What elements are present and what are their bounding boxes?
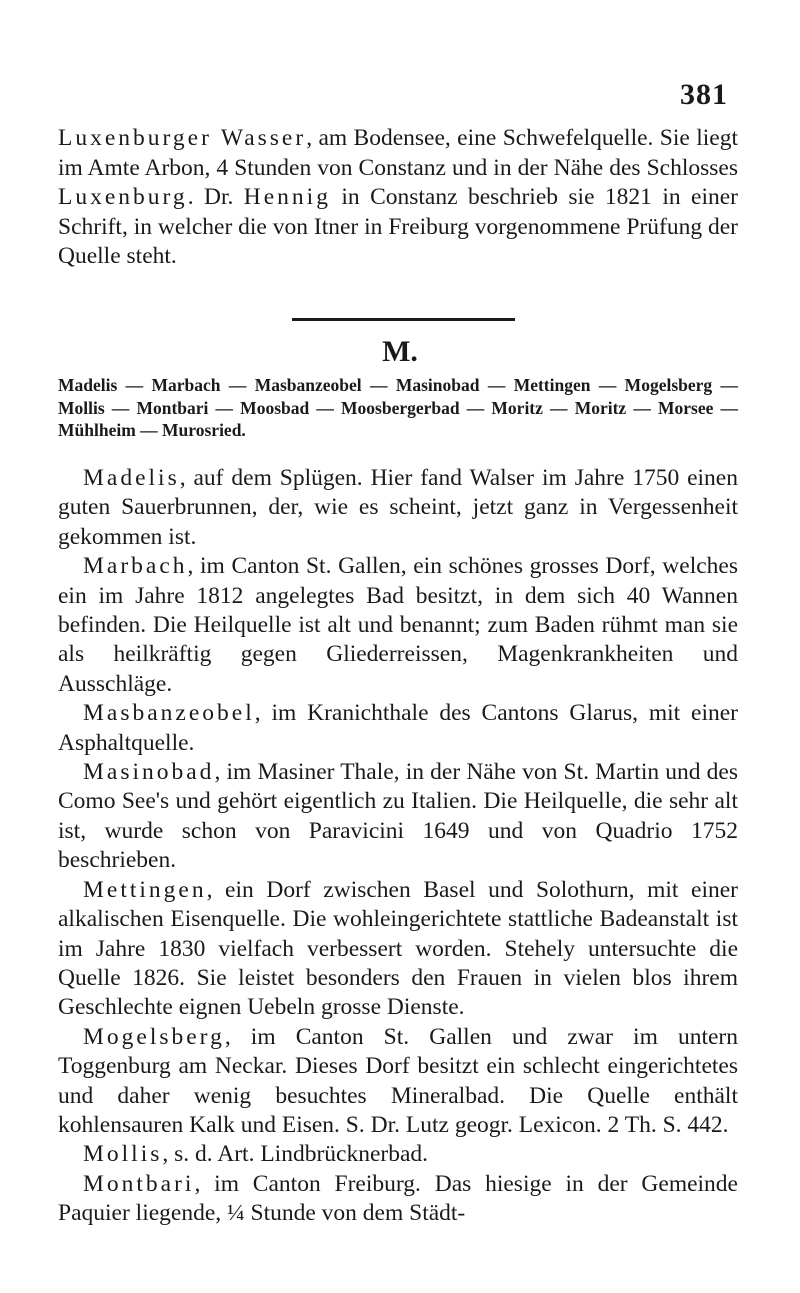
entry-text: , ein Dorf zwischen Basel und Solothurn, mit einer alkalischen Eisenquelle. Die wohleingerichtete stattliche Badeanstalt ist im Jahre 1830 vielfach verbessert worden. Stehely untersuchte die Quelle 1826. Sie leistet besonders den Frauen in vielen blos ihrem Geschlechte eignen Uebeln grosse Dienste. bbox=[58, 876, 738, 1021]
entry-term: Masinobad bbox=[83, 759, 215, 786]
entry-term: Marbach bbox=[83, 553, 188, 580]
section-heading: M. bbox=[382, 335, 418, 368]
entry-paragraph bbox=[58, 1140, 738, 1169]
entry-text: , im Kranichthale des Cantons Glarus, mit einer Asphaltquelle. bbox=[58, 700, 738, 756]
entry-paragraph bbox=[58, 758, 738, 876]
entry-term: Montbari bbox=[83, 1170, 195, 1197]
entry-paragraph bbox=[58, 552, 738, 699]
entry-text: , im Masiner Thale, in der Nähe von St. Martin und des Como See's und gehört eigentlich zu Italien. Die Heilquelle, die sehr alt ist, wurde schon von Paravicini 1649 und von Quadrio 1752 beschrieben. bbox=[58, 759, 738, 874]
entry-term: Hennig bbox=[243, 184, 331, 211]
entry-text: , im Canton Freiburg. Das hiesige in der Gemeinde Paquier liegende, ¼ Stunde von dem Städt- bbox=[58, 1170, 738, 1227]
entry-paragraph bbox=[58, 876, 738, 1023]
entries-list bbox=[58, 464, 738, 1229]
entry-text: , auf dem Splügen. Hier fand Walser im Jahre 1750 einen guten Sauerbrunnen, der, wie es scheint, jetzt ganz in Vergessenheit gekommen ist. bbox=[58, 465, 738, 550]
entry-term: Madelis bbox=[83, 465, 180, 491]
section-index-list: Madelis — Marbach — Masbanzeobel — Masinobad — Mettingen — Mogelsberg — Mollis — Montbari — Moosbad — Moosbergerbad — Moritz — Moritz — Morsee — Mühlheim — Murosried. bbox=[58, 375, 738, 441]
page-number: 381 bbox=[680, 78, 728, 111]
entry-term: Luxenburg bbox=[58, 184, 188, 211]
entry-paragraph bbox=[58, 464, 738, 552]
entry-text: , s. d. Art. Lindbrücknerbad. bbox=[162, 1141, 429, 1168]
entry-term: Masbanzeobel bbox=[83, 700, 255, 727]
entry-paragraph bbox=[58, 1023, 738, 1141]
section-divider bbox=[292, 318, 515, 321]
intro-entry bbox=[58, 124, 738, 272]
entry-paragraph bbox=[58, 1170, 738, 1229]
intro-paragraph bbox=[58, 124, 738, 272]
entry-term: Mettingen bbox=[83, 876, 207, 903]
entry-text: , am Bodensee, eine Schwefelquelle. Sie liegt im Amte Arbon, 4 Stunden von Constanz und in der Nähe des Schlosses bbox=[58, 125, 738, 181]
entry-text: in Constanz beschrieb sie 1821 in einer Schrift, in welcher die von Itner in Freiburg vorgenommene Prüfung der Quelle steht. bbox=[58, 184, 739, 270]
entry-text: , im Canton St. Gallen, ein schönes grosses Dorf, welches ein im Jahre 1812 angelegtes Bad besitzt, in dem sich 40 Wannen befinden. Die Heilquelle ist alt und benannt; zum Baden rühmt man sie als heilkräftig gegen Gliederreissen, Magenkrankheiten und Ausschläge. bbox=[58, 553, 738, 697]
entry-term: Luxenburger Wasser bbox=[58, 125, 307, 151]
entry-term: Mollis bbox=[83, 1141, 163, 1168]
entry-term: Mogelsberg bbox=[83, 1023, 225, 1050]
entry-text: , im Canton St. Gallen und zwar im untern Toggenburg am Neckar. Dieses Dorf besitzt ein schlecht eingerichtetes und daher wenig besuchtes Mineralbad. Die Quelle enthält kohlensauren Kalk und Eisen. S. Dr. Lutz geogr. Lexicon. 2 Th. S. 442. bbox=[58, 1023, 738, 1138]
entry-text: . Dr. bbox=[187, 184, 244, 211]
entry-paragraph bbox=[58, 699, 738, 758]
